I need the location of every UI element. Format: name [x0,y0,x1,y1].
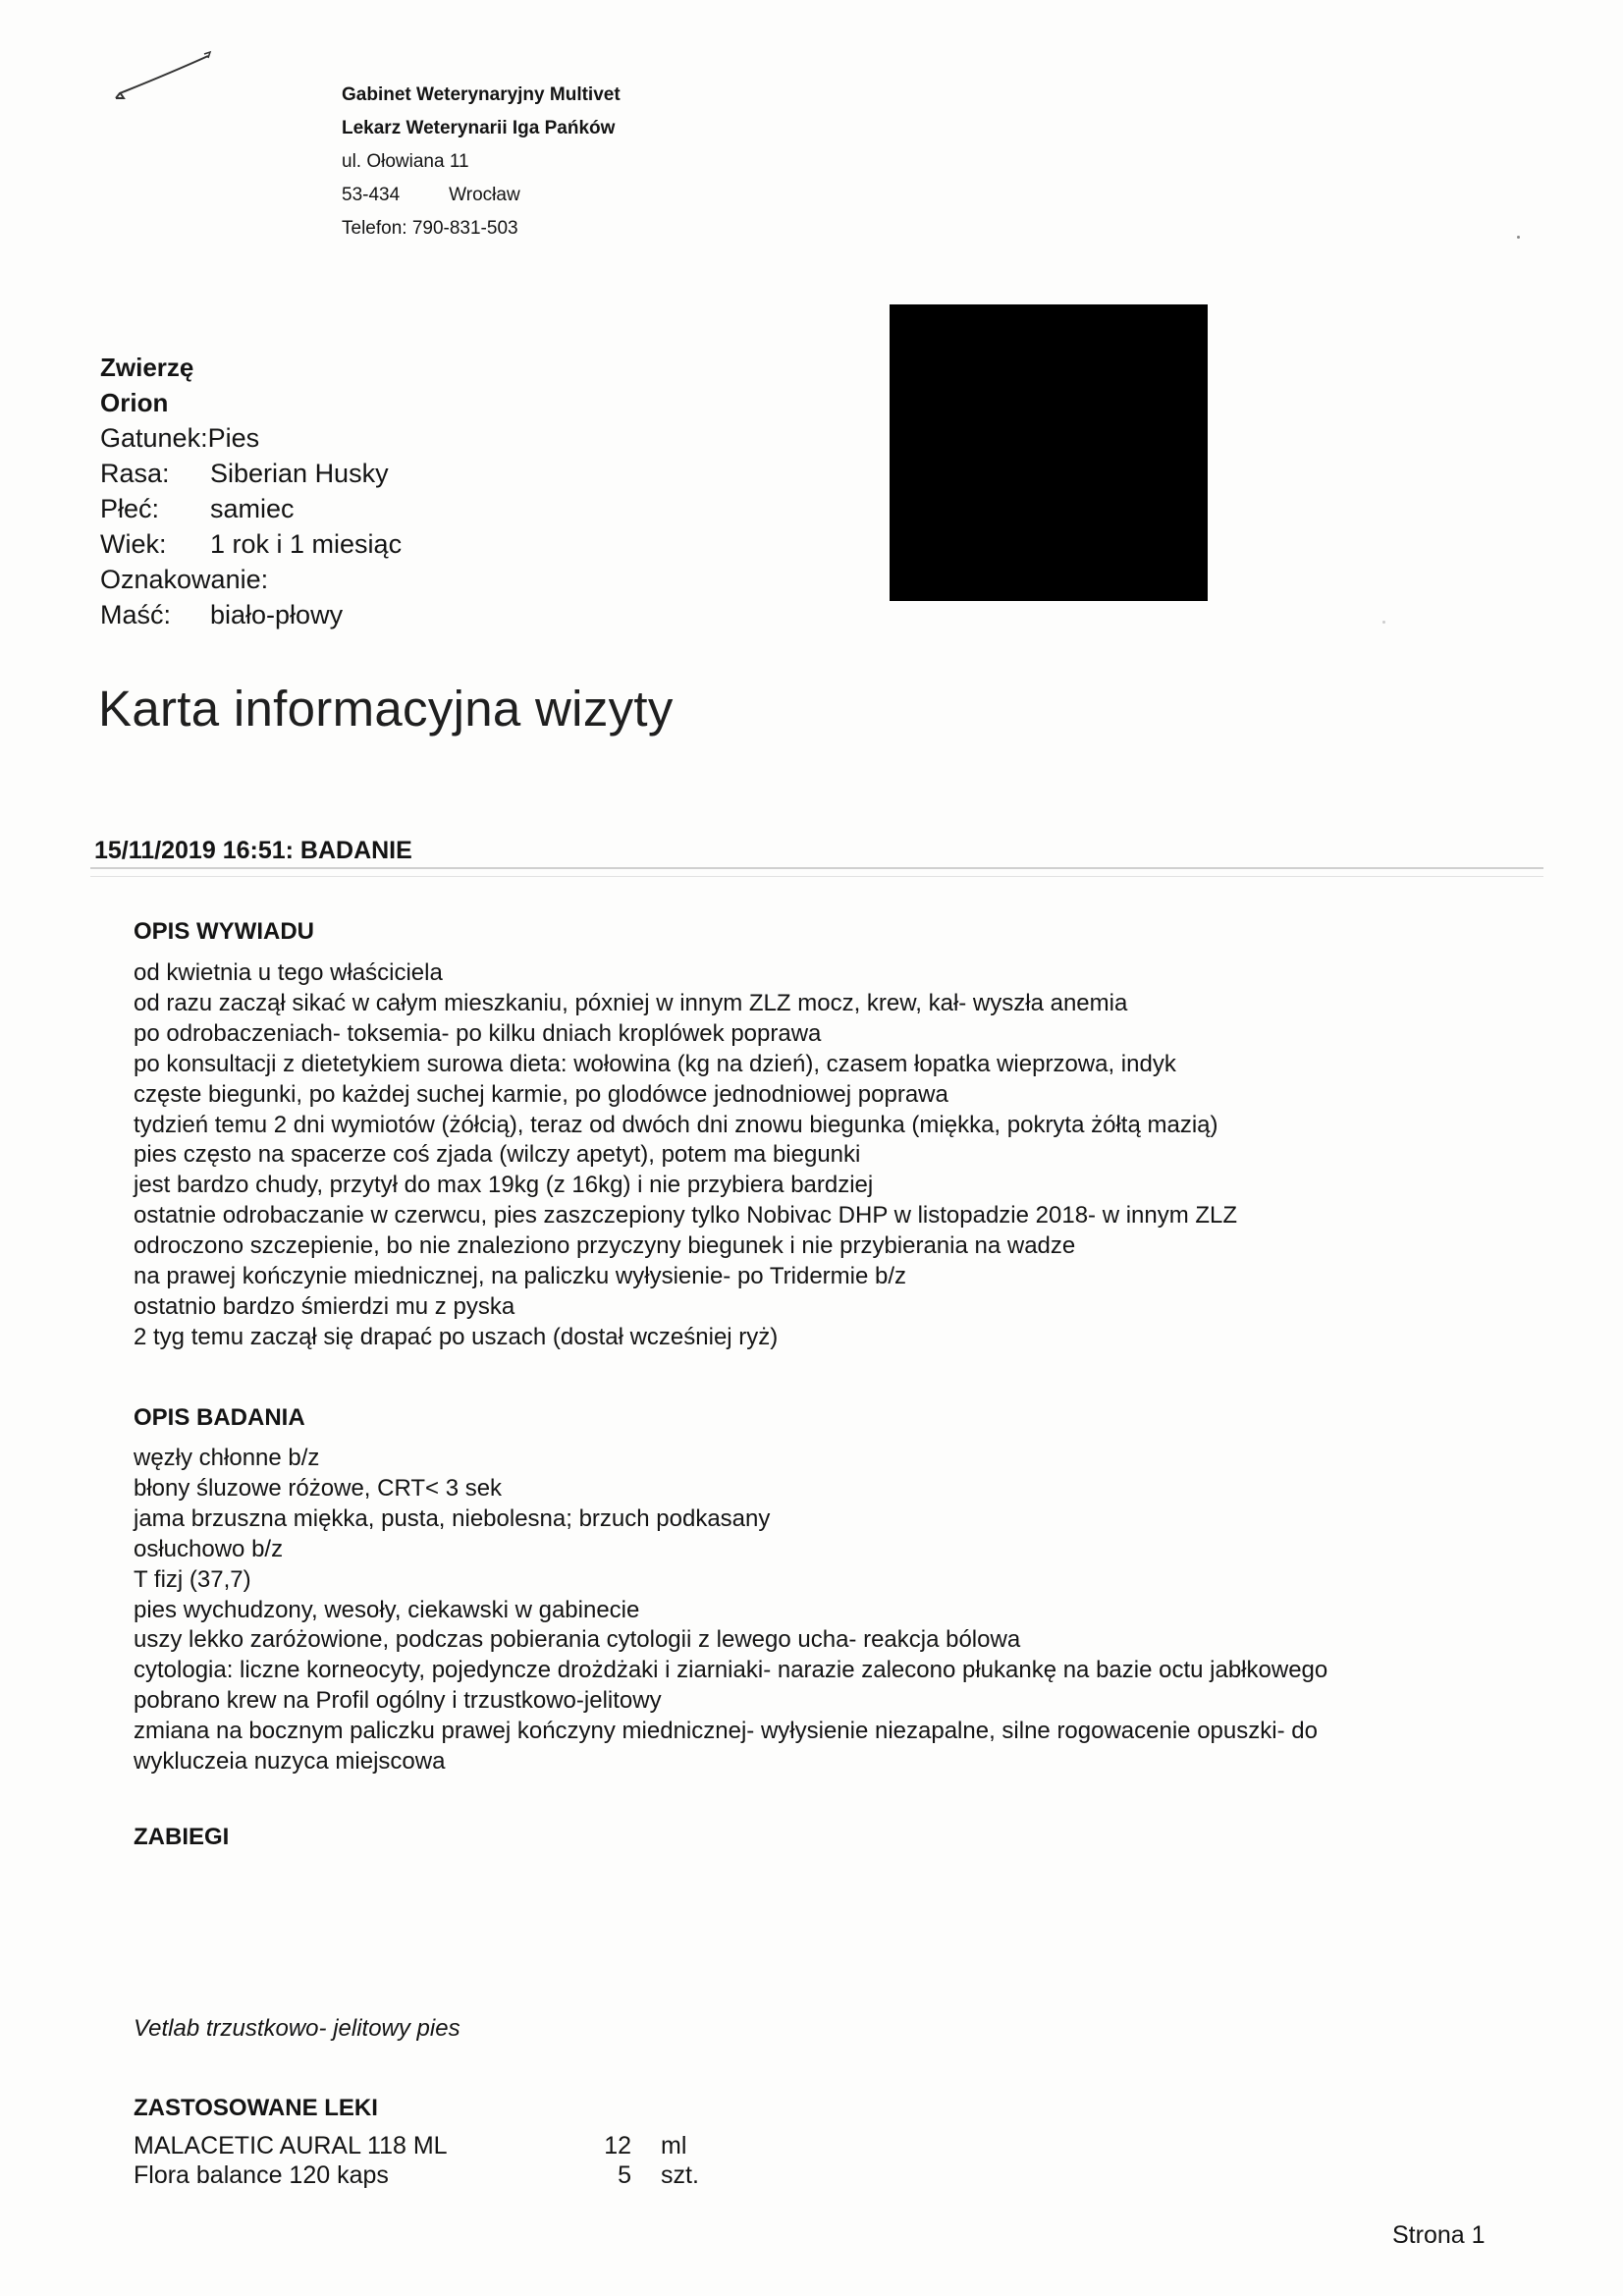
breed-label: Rasa: [100,459,170,488]
exam-line: zmiana na bocznym paliczku prawej kończyny miednicznej- wyłysienie niezapalne, silne rogowacenie opuszki- do [134,1718,1318,1745]
scan-speck [1517,236,1520,239]
pen-mark-icon [110,44,218,113]
animal-info [100,350,402,632]
exam-line: wykluczeia nuzyca miejscowa [134,1748,446,1776]
exam-heading: OPIS BADANIA [134,1404,305,1431]
interview-line: ostatnio bardzo śmierdzi mu z pyska [134,1292,515,1320]
exam-line: T fizj (37,7) [134,1565,251,1593]
divider [90,867,1543,869]
age-value: 1 rok i 1 miesiąc [210,529,403,559]
interview-line: ostatnie odrobaczanie w czerwcu, pies zaszczepiony tylko Nobivac DHP w listopadzie 2018- w innym ZLZ [134,1202,1238,1230]
animal-heading: Zwierzę [100,353,194,382]
breed-value: Siberian Husky [210,459,389,488]
age-label: Wiek: [100,529,167,559]
procedures-heading: ZABIEGI [134,1824,230,1850]
color-label: Maść: [100,600,172,629]
redacted-block [890,304,1208,601]
medication-row [134,2131,699,2160]
divider [90,876,1543,877]
exam-line: pies wychudzony, wesoły, ciekawski w gabinecie [134,1596,640,1623]
interview-line: po odrobaczeniach- toksemia- po kilku dniach kroplówek poprawa [134,1019,822,1047]
interview-line: od razu zaczął sikać w całym mieszkaniu, póxniej w innym ZLZ mocz, krew, kał- wyszła anemia [134,989,1128,1016]
interview-line: pies często na spacerze coś zjada (wilczy apetyt), potem ma biegunki [134,1141,861,1169]
interview-line: po konsultacji z dietetykiem surowa dieta: wołowina (kg na dzień), czasem łopatka wieprzowa, indyk [134,1050,1176,1077]
interview-line: od kwietnia u tego właściciela [134,959,443,986]
interview-line: tydzień temu 2 dni wymiotów (żółcią), teraz od dwóch dni znowu biegunka (miękka, pokryta żółtą mazią) [134,1111,1218,1138]
animal-species: Gatunek:Pies [100,423,260,453]
clinic-city: Wrocław [449,185,520,205]
medication-row [134,2160,699,2190]
medication-name: Flora balance 120 kaps [134,2161,389,2189]
marking-label: Oznakowanie: [100,565,269,594]
clinic-header [342,79,621,246]
exam-line: pobrano krew na Profil ogólny i trzustkowo-jelitowy [134,1687,662,1715]
medication-unit: szt. [661,2161,699,2189]
sex-value: samiec [210,494,295,523]
exam-line: jama brzuszna miękka, pusta, niebolesna; brzuch podkasany [134,1504,771,1532]
exam-line: osłuchowo b/z [134,1535,284,1562]
medication-qty: 5 [618,2161,631,2189]
interview-line: na prawej kończynie miednicznej, na paliczku wyłysienie- po Tridermie b/z [134,1263,907,1290]
exam-line: cytologia: liczne korneocyty, pojedyncze drożdżaki i ziarniaki- narazie zalecono płukankę na bazie octu jabłkowego [134,1657,1328,1684]
medications-list [134,2131,699,2190]
procedure-item: Vetlab trzustkowo- jelitowy pies [134,2015,460,2042]
medication-unit: ml [661,2132,687,2159]
clinic-postal-code: 53-434 [342,185,401,205]
scan-speck [1382,621,1385,624]
clinic-name: Gabinet Weterynaryjny Multivet [342,84,621,105]
interview-line: 2 tyg temu zaczął się drapać po uszach (dostał wcześniej ryż) [134,1323,779,1350]
document-title: Karta informacyjna wizyty [98,681,674,737]
exam-line: błony śluzowe różowe, CRT< 3 sek [134,1474,503,1502]
animal-name: Orion [100,388,169,417]
interview-line: jest bardzo chudy, przytył do max 19kg (z 16kg) i nie przybiera bardziej [134,1172,874,1199]
medication-qty: 12 [604,2132,631,2159]
color-value: biało-płowy [210,600,344,629]
clinic-doctor: Lekarz Weterynarii Iga Pańków [342,118,616,138]
medication-name: MALACETIC AURAL 118 ML [134,2132,448,2159]
exam-lines [134,1444,1327,1777]
medications-heading: ZASTOSOWANE LEKI [134,2095,378,2121]
interview-heading: OPIS WYWIADU [134,918,314,945]
interview-line: częste biegunki, po każdej suchej karmie, po glodówce jednodniowej poprawa [134,1080,948,1108]
clinic-street: ul. Ołowiana 11 [342,151,469,172]
interview-line: odroczono szczepienie, bo nie znaleziono przyczyny biegunek i nie przybierania na wadze [134,1232,1076,1260]
sex-label: Płeć: [100,494,160,523]
exam-line: węzły chłonne b/z [134,1445,320,1471]
clinic-phone: Telefon: 790-831-503 [342,218,518,239]
interview-lines [134,958,1237,1353]
exam-line: uszy lekko zaróżowione, podczas pobierania cytologii z lewego ucha- reakcja bólowa [134,1626,1021,1654]
page-number: Strona 1 [1392,2221,1486,2249]
visit-header: 15/11/2019 16:51: BADANIE [94,837,412,864]
